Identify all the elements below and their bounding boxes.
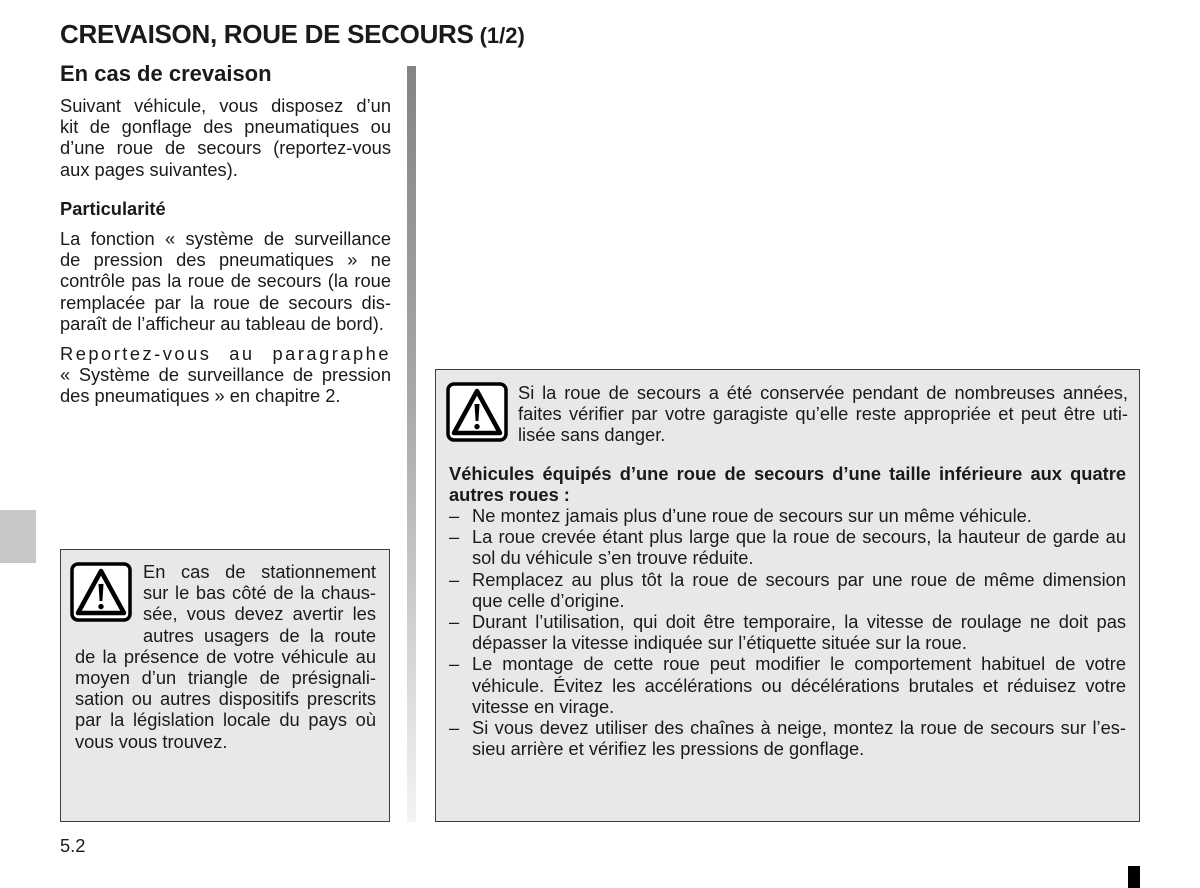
paragraph-line: paraît de l’afficheur au tableau de bord). (60, 312, 384, 334)
paragraph-line: kit de gonflage des pneumatiques ou (60, 116, 391, 138)
list-item-text (472, 569, 1126, 611)
list-item-text (472, 653, 1126, 717)
paragraph-line: aux pages suivantes). (60, 158, 238, 180)
warning-line: de la présence de votre véhicule au (75, 645, 376, 667)
list-bullet: – (449, 526, 460, 548)
section-heading: En cas de crevaison (60, 61, 272, 86)
list-bullet: – (449, 568, 460, 590)
list-item-line: La roue crevée étant plus large que la roue de secours, la hauteur de garde au (472, 526, 1126, 548)
warning-triangle-icon (446, 382, 508, 442)
warning-line: sur le bas côté de la chaus- (143, 582, 376, 604)
list-item (449, 569, 1126, 611)
list-item-text (472, 717, 1126, 759)
list-item-text (472, 611, 1126, 653)
warning-line: par la législation locale du pays où (75, 709, 376, 731)
list-item-line: sol du véhicule s’en trouve réduite. (472, 547, 754, 569)
list-item-line: vitesse en virage. (472, 695, 615, 717)
paragraph-line: contrôle pas la roue de secours (la roue (60, 270, 391, 292)
list-item-line: Ne montez jamais plus d’une roue de secours sur un même véhicule. (472, 505, 1032, 526)
list-bullet: – (449, 505, 460, 526)
paragraph-line: La fonction « système de surveillance (60, 228, 391, 249)
list-item-line: Le montage de cette roue peut modifier le comportement habituel de votre (472, 653, 1126, 675)
list-bullet: – (449, 611, 460, 633)
paragraph-line: d’une roue de secours (reportez-vous (60, 137, 391, 159)
list-item-line: dépasser la vitesse indiquée sur l’étiquette située sur la roue. (472, 632, 967, 654)
warning-bold-text (449, 463, 1126, 505)
warning-list (449, 505, 1126, 759)
list-item-text (472, 505, 1126, 526)
list-item (449, 653, 1126, 717)
list-item-line: Remplacez au plus tôt la roue de secours par une roue de même dimension (472, 568, 1126, 590)
page-title-part: (1/2) (479, 23, 525, 48)
list-item-line: Si vous devez utiliser des chaînes à neige, montez la roue de secours sur l’es- (472, 717, 1126, 739)
list-item-line: Durant l’utilisation, qui doit être temporaire, la vitesse de roulage ne doit pas (472, 611, 1126, 633)
paragraph-line: « Système de surveillance de pression (60, 364, 391, 386)
warning-bold-line: autres roues : (449, 484, 570, 506)
warning-parking-text (75, 561, 376, 752)
particularite-paragraph (60, 228, 391, 334)
warning-box-parking (60, 549, 390, 822)
page-title-text: CREVAISON, ROUE DE SECOURS (60, 19, 474, 49)
page-title (60, 21, 525, 49)
warning-line: faites vérifier par votre garagiste qu’elle reste appropriée et peut être uti- (518, 403, 1128, 425)
list-item (449, 505, 1126, 526)
list-item (449, 717, 1126, 759)
warning-line: autres usagers de la route (143, 624, 376, 646)
list-item (449, 526, 1126, 568)
paragraph-line: des pneumatiques » en chapitre 2. (60, 385, 341, 407)
warning-line: vous vous trouvez. (75, 730, 228, 752)
page-edge-marker (1128, 866, 1140, 888)
warning-intro-text (518, 382, 1128, 446)
warning-line: lisée sans danger. (518, 424, 666, 446)
page-number: 5.2 (60, 835, 86, 856)
reference-paragraph (60, 343, 391, 407)
warning-box-spare-wheel (435, 369, 1140, 822)
chapter-tab (0, 510, 36, 563)
warning-bold-line: Véhicules équipés d’une roue de secours d’une taille inférieure aux quatre (449, 463, 1126, 484)
list-item (449, 611, 1126, 653)
warning-line: sation ou autres dispositifs prescrits (75, 688, 376, 710)
intro-paragraph (60, 95, 391, 180)
paragraph-line: Suivant véhicule, vous disposez d’un (60, 95, 391, 116)
list-item-line: véhicule. Évitez les accélérations ou décélérations brutales et réduisez votre (472, 674, 1126, 696)
list-item-line: sieu arrière et vérifiez les pressions de gonflage. (472, 738, 865, 760)
vertical-rule (407, 66, 416, 822)
subheading-particularite: Particularité (60, 198, 166, 219)
warning-line: En cas de stationnement (143, 561, 376, 582)
paragraph-line: remplacée par la roue de secours dis- (60, 291, 391, 313)
warning-line: Si la roue de secours a été conservée pendant de nombreuses années, (518, 382, 1128, 403)
warning-line: sée, vous devez avertir les (143, 603, 376, 625)
list-item-line: que celle d’origine. (472, 589, 625, 611)
paragraph-line: Reportez-vous au paragraphe (60, 343, 391, 364)
list-bullet: – (449, 653, 460, 675)
paragraph-line: de pression des pneumatiques » ne (60, 249, 391, 271)
list-bullet: – (449, 717, 460, 739)
warning-line: moyen d’un triangle de présignali- (75, 667, 376, 689)
list-item-text (472, 526, 1126, 568)
